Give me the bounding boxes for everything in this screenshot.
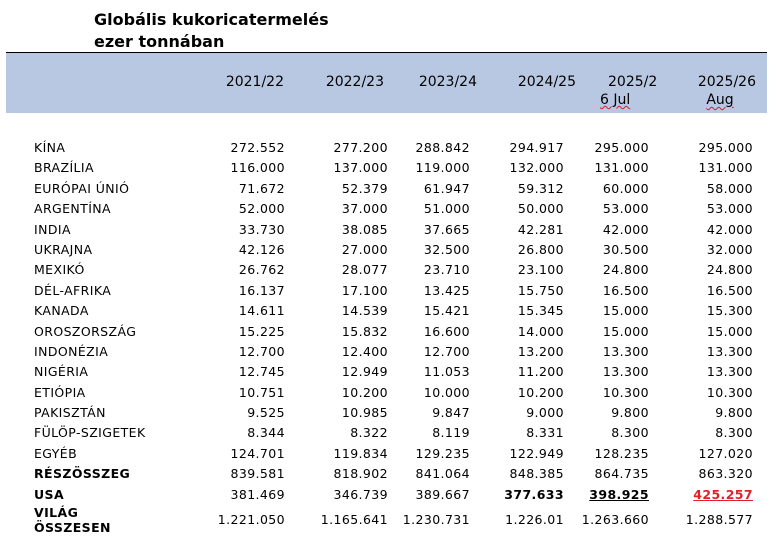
row-value-col-1: 1.221.050 [217, 512, 285, 528]
row-value-col-3: 1.230.731 [402, 512, 470, 528]
row-label: USA [34, 486, 65, 502]
row-value-col-4: 10.200 [517, 384, 564, 400]
row-value-col-5: 24.800 [602, 262, 649, 278]
row-value-col-6: 42.000 [706, 221, 753, 237]
row-value-col-2: 277.200 [333, 140, 388, 155]
row-value-col-4: 122.949 [509, 445, 564, 461]
row-value-col-6: 131.000 [698, 160, 753, 176]
column-header-2021-22: 2021/22 [225, 74, 284, 90]
table-row [34, 301, 760, 321]
row-value-col-2: 37.000 [341, 201, 388, 217]
row-label: RÉSZÖSSZEG [34, 466, 131, 482]
row-value-col-2: 27.000 [341, 241, 388, 257]
title-line-2: ezer tonnában [94, 32, 225, 51]
row-value-col-2: 12.949 [341, 364, 388, 380]
row-value-col-6: 9.800 [715, 405, 753, 421]
row-value-col-1: 381.469 [230, 486, 285, 502]
row-value-col-4: 23.100 [517, 262, 564, 278]
table-row [34, 138, 760, 158]
world-total-row [34, 505, 760, 537]
row-value-col-1: 52.000 [238, 201, 285, 217]
row-value-col-2: 119.834 [333, 445, 388, 461]
row-value-col-3: 37.665 [423, 221, 470, 237]
row-value-col-1: 14.611 [238, 303, 285, 319]
row-label: DÉL-AFRIKA [34, 282, 112, 298]
row-value-col-5: 53.000 [602, 201, 649, 217]
row-value-col-1: 26.762 [238, 262, 285, 278]
row-value-col-6: 425.257 [693, 486, 753, 502]
row-value-col-2: 8.322 [350, 425, 388, 441]
row-value-col-3: 15.421 [423, 303, 470, 319]
row-label: INDONÉZIA [34, 343, 109, 359]
table-row [34, 158, 760, 178]
row-value-col-6: 13.300 [706, 364, 753, 380]
row-value-col-5: 13.300 [602, 343, 649, 359]
table-row [34, 362, 760, 382]
row-value-col-1: 71.672 [238, 180, 285, 196]
row-value-col-3: 12.700 [423, 343, 470, 359]
row-label: UKRAJNA [34, 241, 93, 257]
row-value-col-6: 58.000 [706, 180, 753, 196]
row-value-col-5: 15.000 [602, 323, 649, 339]
row-value-col-6: 10.300 [706, 384, 753, 400]
column-subheader-aug: Aug [706, 92, 734, 108]
column-subheader-jul: 6 Jul [600, 92, 631, 108]
table-row [34, 199, 760, 219]
row-value-col-3: 23.710 [423, 262, 470, 278]
row-value-col-4: 26.800 [517, 241, 564, 257]
row-value-col-1: 839.581 [230, 466, 285, 482]
table-title [94, 9, 329, 53]
row-value-col-3: 288.842 [415, 140, 470, 155]
row-label: ETIÓPIA [34, 384, 86, 400]
row-value-col-6: 24.800 [706, 262, 753, 278]
row-value-col-5: 295.000 [594, 140, 649, 155]
row-label: BRAZÍLIA [34, 160, 94, 176]
row-value-col-1: 272.552 [230, 140, 285, 155]
row-value-col-2: 28.077 [341, 262, 388, 278]
row-value-col-1: 8.344 [247, 425, 285, 441]
row-value-col-6: 16.500 [706, 282, 753, 298]
row-label: PAKISZTÁN [34, 405, 106, 421]
row-value-col-5: 15.000 [602, 303, 649, 319]
row-value-col-1: 33.730 [238, 221, 285, 237]
row-label: ARGENTÍNA [34, 201, 111, 217]
title-line-1: Globális kukoricatermelés [94, 10, 329, 29]
column-header-2022-23: 2022/23 [325, 74, 384, 90]
row-value-col-4: 59.312 [517, 180, 564, 196]
row-value-col-5: 13.300 [602, 364, 649, 380]
row-value-col-4: 13.200 [517, 343, 564, 359]
row-value-col-2: 17.100 [341, 282, 388, 298]
table-row [34, 220, 760, 240]
row-value-col-3: 129.235 [415, 445, 470, 461]
row-value-col-6: 127.020 [698, 445, 753, 461]
row-value-col-3: 389.667 [415, 486, 470, 502]
row-value-col-1: 12.700 [238, 343, 285, 359]
row-value-col-6: 15.000 [706, 323, 753, 339]
table-row [34, 260, 760, 280]
row-value-col-4: 9.000 [526, 405, 564, 421]
column-header-2025-26-jul: 2025/2 6 Jul [600, 74, 658, 108]
row-value-col-2: 346.739 [333, 486, 388, 502]
row-value-col-6: 13.300 [706, 343, 753, 359]
row-value-col-5: 398.925 [589, 486, 649, 502]
row-value-col-2: 10.200 [341, 384, 388, 400]
row-value-col-4: 294.917 [509, 140, 564, 155]
row-label: MEXIKÓ [34, 262, 85, 278]
row-value-col-4: 14.000 [517, 323, 564, 339]
row-label: KANADA [34, 303, 89, 319]
table-row [34, 281, 760, 301]
row-value-col-3: 51.000 [423, 201, 470, 217]
row-value-col-1: 124.701 [230, 445, 285, 461]
row-value-col-3: 119.000 [415, 160, 470, 176]
row-value-col-1: 42.126 [238, 241, 285, 257]
row-label: OROSZORSZÁG [34, 323, 137, 339]
row-value-col-4: 50.000 [517, 201, 564, 217]
table-row [34, 240, 760, 260]
row-value-col-5: 1.263.660 [581, 512, 649, 528]
row-value-col-5: 128.235 [594, 445, 649, 461]
row-value-col-6: 53.000 [706, 201, 753, 217]
row-value-col-5: 8.300 [611, 425, 649, 441]
row-value-col-2: 10.985 [341, 405, 388, 421]
table-row [34, 322, 760, 342]
table-row [34, 403, 760, 423]
row-value-col-2: 12.400 [341, 343, 388, 359]
row-value-col-6: 295.000 [698, 140, 753, 155]
row-label: EGYÉB [34, 445, 78, 461]
row-label-line-1: VILÁG [34, 505, 79, 521]
row-value-col-6: 15.300 [706, 303, 753, 319]
column-header-2025-26-aug: 2025/26 Aug [684, 73, 756, 109]
row-value-col-4: 11.200 [517, 364, 564, 380]
row-value-col-2: 818.902 [333, 466, 388, 482]
row-label: EURÓPAI ÚNIÓ [34, 180, 130, 196]
usa-row [34, 485, 760, 505]
row-value-col-2: 38.085 [341, 221, 388, 237]
table-row [34, 423, 760, 443]
row-value-col-5: 60.000 [602, 180, 649, 196]
row-value-col-5: 9.800 [611, 405, 649, 421]
row-value-col-2: 52.379 [341, 180, 388, 196]
row-value-col-3: 11.053 [423, 364, 470, 380]
table-row [34, 444, 760, 464]
table-row [34, 383, 760, 403]
row-value-col-4: 42.281 [517, 221, 564, 237]
row-label [34, 505, 111, 535]
row-value-col-5: 131.000 [594, 160, 649, 176]
row-label: INDIA [34, 221, 71, 237]
row-value-col-2: 1.165.641 [320, 512, 388, 528]
row-value-col-6: 8.300 [715, 425, 753, 441]
production-table [34, 138, 760, 537]
row-value-col-5: 10.300 [602, 384, 649, 400]
row-value-col-3: 841.064 [415, 466, 470, 482]
row-value-col-4: 8.331 [526, 425, 564, 441]
row-value-col-3: 10.000 [423, 384, 470, 400]
table-row [34, 342, 760, 362]
row-label: NIGÉRIA [34, 364, 89, 380]
row-label: FÜLÖP-SZIGETEK [34, 425, 146, 441]
row-value-col-2: 15.832 [341, 323, 388, 339]
column-header-2023-24: 2023/24 [418, 74, 477, 90]
column-header-band [6, 53, 767, 113]
row-value-col-4: 848.385 [509, 466, 564, 482]
subtotal-row [34, 464, 760, 484]
row-value-col-4: 377.633 [504, 486, 564, 502]
row-value-col-3: 13.425 [423, 282, 470, 298]
column-header-2024-25: 2024/25 [517, 74, 576, 90]
row-value-col-3: 61.947 [423, 180, 470, 196]
row-value-col-3: 9.847 [432, 405, 470, 421]
row-value-col-1: 9.525 [247, 405, 285, 421]
row-value-col-2: 14.539 [341, 303, 388, 319]
row-label-line-2: ÖSSZESEN [34, 520, 111, 536]
row-value-col-4: 15.345 [517, 303, 564, 319]
row-value-col-5: 42.000 [602, 221, 649, 237]
row-value-col-6: 32.000 [706, 241, 753, 257]
row-value-col-3: 8.119 [432, 425, 470, 441]
row-value-col-1: 10.751 [238, 384, 285, 400]
row-value-col-3: 16.600 [423, 323, 470, 339]
row-value-col-5: 864.735 [594, 466, 649, 482]
row-value-col-4: 132.000 [509, 160, 564, 176]
row-value-col-5: 16.500 [602, 282, 649, 298]
row-value-col-4: 15.750 [517, 282, 564, 298]
row-label: KÍNA [34, 140, 66, 155]
row-value-col-1: 15.225 [238, 323, 285, 339]
row-value-col-4: 1.226.01 [505, 512, 564, 528]
row-value-col-2: 137.000 [333, 160, 388, 176]
row-value-col-1: 116.000 [230, 160, 285, 176]
row-value-col-3: 32.500 [423, 241, 470, 257]
row-value-col-6: 1.288.577 [685, 512, 753, 528]
table-row [34, 179, 760, 199]
row-value-col-5: 30.500 [602, 241, 649, 257]
row-value-col-1: 16.137 [238, 282, 285, 298]
row-value-col-6: 863.320 [698, 466, 753, 482]
row-value-col-1: 12.745 [238, 364, 285, 380]
